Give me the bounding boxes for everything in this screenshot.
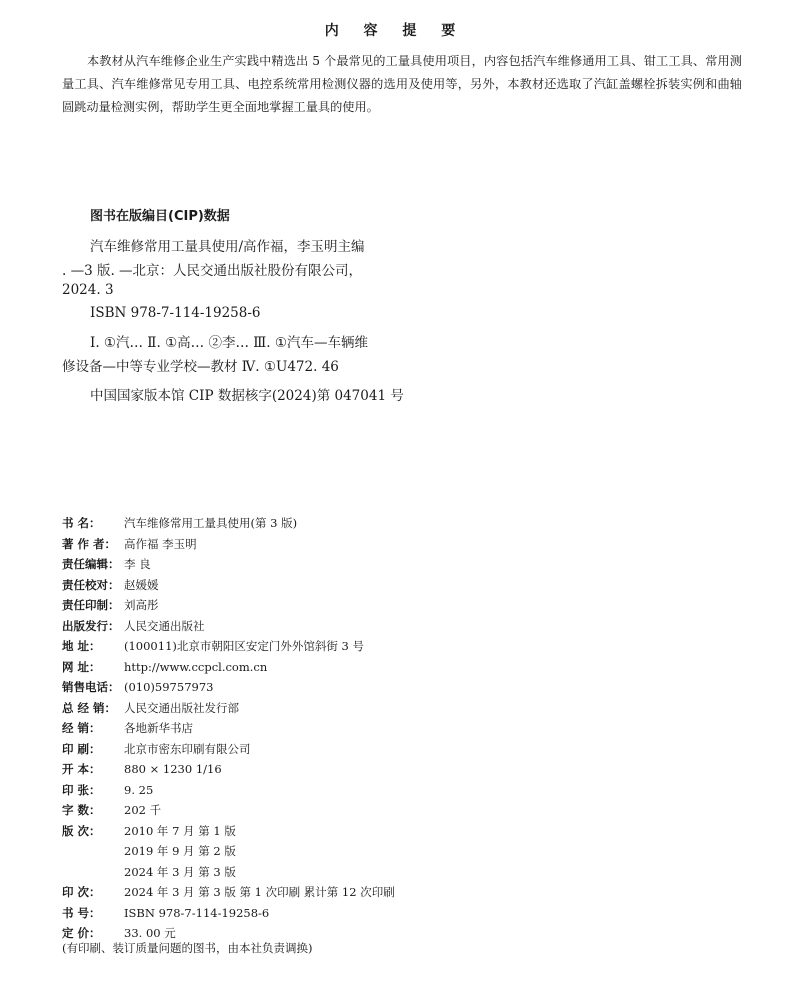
credit-value: 各地新华书店 <box>124 721 193 735</box>
credit-value: 202 千 <box>124 803 162 817</box>
credit-value: 33. 00 元 <box>124 926 176 940</box>
credit-value: 人民交通出版社 <box>124 618 205 633</box>
credit-label: 地 址： <box>62 639 101 653</box>
credit-label: 印 刷： <box>62 741 101 756</box>
edition-history-item: 2019 年 9 月 第 2 版 <box>124 844 236 858</box>
cip-heading: 图书在版编目(CIP)数据 <box>90 209 230 224</box>
cip-edition-line: . —3 版. —北京：人民交通出版社股份有限公司， <box>62 263 363 279</box>
cip-date-line: 2024. 3 <box>62 282 114 298</box>
credit-value: 李 良 <box>124 557 151 571</box>
credit-value: ISBN 978-7-114-19258-6 <box>124 905 270 920</box>
credit-value: 人民交通出版社发行部 <box>124 700 239 715</box>
cip-title-line: 汽车维修常用工量具使用/高作福，李玉明主编 <box>90 239 365 255</box>
credit-value: 高作福 李玉明 <box>124 536 197 551</box>
credit-value: (010)59757973 <box>124 680 214 694</box>
credit-value: 刘高彤 <box>124 598 159 612</box>
cip-isbn-line: ISBN 978-7-114-19258-6 <box>90 305 261 321</box>
credit-label: 网 址： <box>62 659 101 674</box>
summary-title: 内 容 提 要 <box>324 23 466 39</box>
credit-label: 字 数： <box>62 803 101 817</box>
credit-label: 责任校对： <box>62 577 120 592</box>
credit-label: 出版发行： <box>62 618 120 633</box>
credit-label: 销售电话： <box>62 680 120 694</box>
credit-label: 责任印制： <box>62 598 120 612</box>
credit-label: 书 名： <box>62 516 101 530</box>
credit-value: 880 × 1230 1/16 <box>124 762 222 776</box>
credit-value: (100011)北京市朝阳区安定门外外馆斜街 3 号 <box>124 639 364 653</box>
cip-record-number: 中国国家版本馆 CIP 数据核字(2024)第 047041 号 <box>90 388 404 404</box>
credit-label: 总 经 销： <box>62 700 117 715</box>
credit-value: http://www.ccpcl.com.cn <box>124 659 268 674</box>
credit-label: 定 价： <box>62 926 101 940</box>
credit-label: 责任编辑： <box>62 557 120 571</box>
quality-note: (有印刷、装订质量问题的图书，由本社负责调换) <box>62 941 313 955</box>
credit-label: 书 号： <box>62 905 101 920</box>
credit-value: 9. 25 <box>124 782 154 797</box>
credit-label: 印 张： <box>62 782 101 797</box>
edition-history-item: 2024 年 3 月 第 3 版 <box>124 864 236 879</box>
credit-label: 版 次： <box>62 823 101 838</box>
cip-subject-line: Ⅰ. ①汽… Ⅱ. ①高… ②李… Ⅲ. ①汽车—车辆维 <box>90 335 368 351</box>
cip-subject-line-cont: 修设备—中等专业学校—教材 Ⅳ. ①U472. 46 <box>62 359 339 375</box>
credit-value: 赵媛媛 <box>124 577 159 592</box>
credit-label: 著 作 者： <box>62 536 117 551</box>
credit-label: 经 销： <box>62 721 101 735</box>
credit-value: 2010 年 7 月 第 1 版 <box>124 823 236 838</box>
credit-label: 印 次： <box>62 885 101 899</box>
credit-value: 汽车维修常用工量具使用(第 3 版) <box>124 516 298 530</box>
credit-value: 2024 年 3 月 第 3 版 第 1 次印刷 累计第 12 次印刷 <box>124 885 395 899</box>
summary-text: 本教材从汽车维修企业生产实践中精选出 5 个最常见的工量具使用项目，内容包括汽车维修通用工具、钳工工具、常用测量工具、汽车维修常见专用工具、电控系统常用检测仪器的选用及使用等，另外，本教材还选取了汽缸盖螺栓拆装实例和曲轴圆跳动量检测实例，帮助学生更全面地掌握工量具的使用。 <box>62 54 742 114</box>
credit-label: 开 本： <box>62 762 101 776</box>
credit-value: 北京市密东印刷有限公司 <box>124 741 251 756</box>
